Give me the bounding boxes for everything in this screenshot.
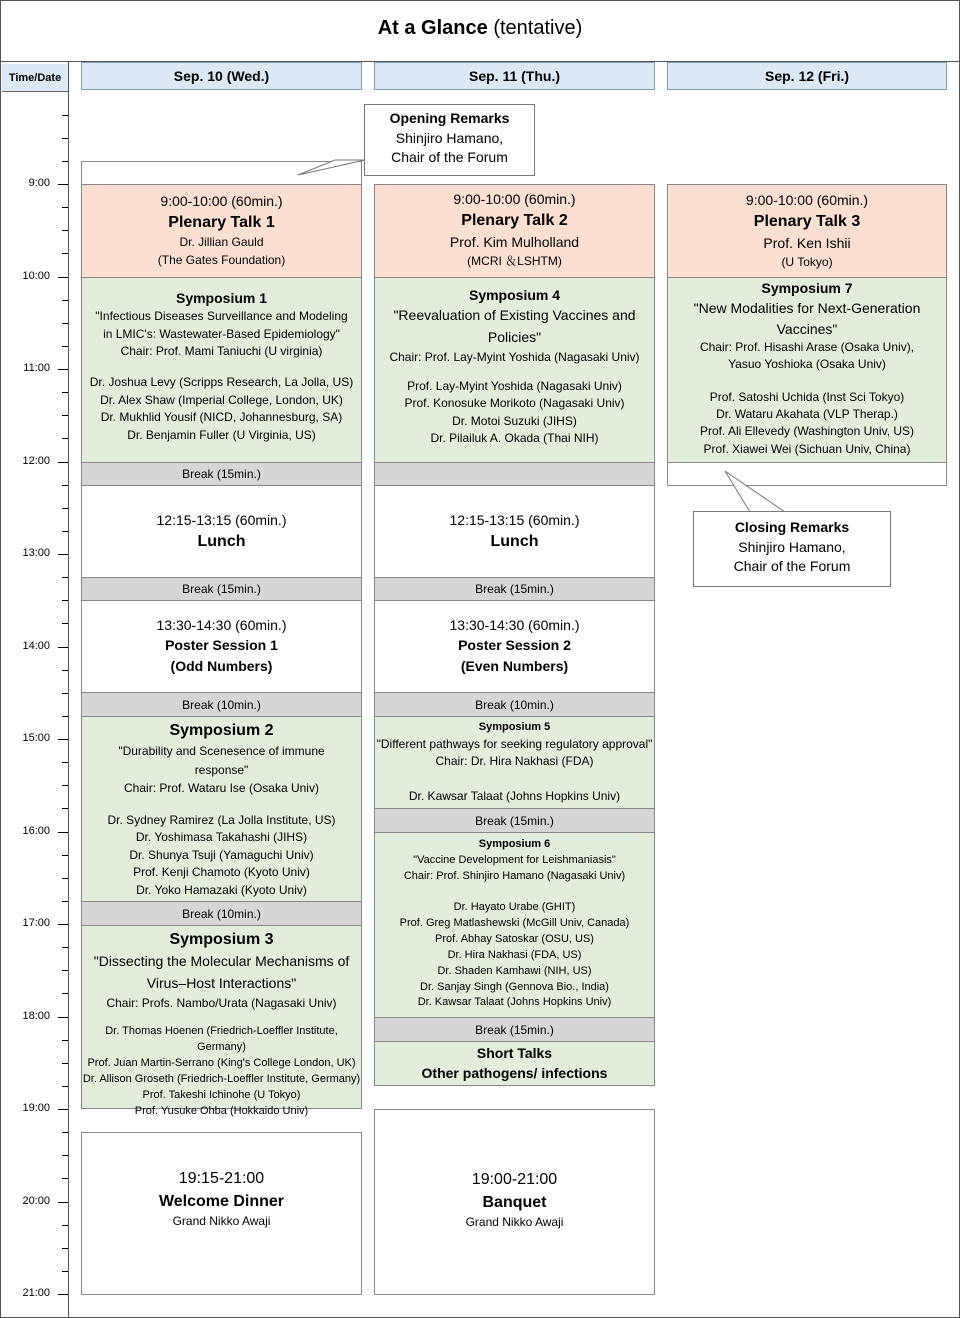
sym2-speaker: Dr. Yoshimasa Takahashi (JIHS) (135, 830, 308, 845)
break-d1-2: Break (15min.) (81, 577, 362, 601)
plenary2-time: 9:00-10:00 (60min.) (453, 191, 576, 207)
sym6-speaker: Dr. Shaden Kamhawi (NIH, US) (437, 964, 592, 977)
sym7-speaker: Prof. Satoshi Uchida (Inst Sci Tokyo) (709, 389, 905, 404)
plenary1-org: (The Gates Foundation) (157, 252, 286, 267)
sym4-speaker: Prof. Lay-Myint Yoshida (Nagasaki Univ) (407, 379, 622, 394)
sym3-speaker: Prof. Juan Martin-Serrano (King's College London, UK) (87, 1056, 356, 1069)
quarter-tick (62, 1248, 68, 1249)
sym6-speaker: Prof. Abhay Satoskar (OSU, US) (435, 932, 594, 945)
quarter-tick (62, 392, 68, 393)
break-d1-4: Break (10min.) (81, 901, 362, 926)
quarter-tick (62, 531, 68, 532)
sym5-title: Symposium 5 (478, 721, 551, 733)
hour-label: 18:00 (22, 1009, 50, 1022)
quarter-tick (62, 901, 68, 902)
closing-line2: Chair of the Forum (733, 558, 851, 575)
sym3-speaker: Dr. Thomas Hoenen (Friedrich-Loeffler Institute, Germany) (105, 1024, 338, 1053)
poster-session-1 (81, 600, 362, 693)
quarter-tick (62, 577, 68, 578)
banquet-place: Grand Nikko Awaji (465, 1215, 564, 1230)
sym4-chair: Chair: Prof. Lay-Myint Yoshida (Nagasaki Univ) (389, 349, 640, 364)
plenary-talk-1 (81, 184, 362, 278)
quarter-tick (62, 508, 68, 509)
lunch-d2-title: Lunch (490, 533, 539, 551)
poster2-title: Poster Session 2 (458, 637, 571, 654)
hour-tick (58, 554, 68, 555)
quarter-tick (62, 1271, 68, 1272)
quarter-tick (62, 300, 68, 301)
plenary2-title: Plenary Talk 2 (461, 212, 568, 230)
page-title: At a Glance (tentative) (377, 17, 583, 39)
quarter-tick (62, 600, 68, 601)
hour-tick (58, 277, 68, 278)
hour-tick (58, 462, 68, 463)
hour-tick (58, 647, 68, 648)
sym7-speaker: Dr. Wataru Akahata (VLP Therap.) (716, 407, 898, 422)
sym6-title: Symposium 6 (478, 838, 551, 850)
symposium-7 (667, 277, 947, 463)
poster1-time: 13:30-14:30 (60min.) (156, 617, 287, 633)
break-d1-1: Break (15min.) (81, 462, 362, 486)
sym6-speaker: Dr. Hira Nakhasi (FDA, US) (447, 948, 582, 961)
sym2-speaker: Dr. Yoko Hamazaki (Kyoto Univ) (136, 882, 307, 897)
hour-label: 15:00 (22, 732, 50, 744)
symposium-5 (374, 716, 655, 809)
break-d1-3: Break (10min.) (81, 692, 362, 717)
plenary3-title: Plenary Talk 3 (753, 213, 861, 231)
break-d2-1 (374, 462, 655, 486)
quarter-tick (62, 855, 68, 856)
banquet-title: Banquet (482, 1194, 547, 1212)
opening-line1: Shinjiro Hamano, (395, 129, 504, 146)
symposium-4 (374, 277, 655, 463)
quarter-tick (62, 1225, 68, 1226)
quarter-tick (62, 947, 68, 948)
lunch-d1-time: 12:15-13:15 (60min.) (156, 512, 287, 528)
closing-line1: Shinjiro Hamano, (738, 538, 846, 555)
hour-tick (58, 1294, 68, 1295)
sym1-topic: "Infectious Diseases Surveillance and Modeling (95, 309, 348, 324)
sym5-topic: "Different pathways for seeking regulatory approval" (376, 737, 653, 752)
sym6-speaker: Dr. Kawsar Talaat (Johns Hopkins Univ) (417, 996, 612, 1009)
hour-tick (58, 739, 68, 740)
sym3-speaker: Prof. Takeshi Ichinohe (U Tokyo) (142, 1088, 301, 1101)
hour-label: 9:00 (28, 177, 50, 189)
sym2-title: Symposium 2 (169, 722, 274, 739)
quarter-tick (62, 762, 68, 763)
plenary2-org: (MCRI ＆LSHTM) (467, 253, 562, 268)
hour-label: 11:00 (23, 362, 50, 374)
sym6-chair: Chair: Prof. Shinjiro Hamano (Nagasaki Univ) (403, 869, 626, 882)
break-d2-2: Break (15min.) (374, 577, 655, 601)
hour-label: 10:00 (22, 269, 50, 282)
sym3-topic: "Dissecting the Molecular Mechanisms of (93, 953, 350, 970)
sym4-speaker: Prof. Konosuke Morikoto (Nagasaki Univ) (404, 396, 625, 411)
time-column (1, 62, 69, 1317)
sym2-topic-cont: response" (194, 762, 249, 777)
quarter-tick (62, 138, 68, 139)
sym7-speaker: Prof. Xiawei Wei (Sichuan Univ, China) (703, 441, 911, 456)
break-d2-4: Break (15min.) (374, 808, 655, 833)
sym4-topic-cont: Policies" (487, 328, 542, 345)
welcome-dinner (81, 1132, 362, 1295)
hour-label: 12:00 (22, 454, 50, 467)
quarter-tick (62, 323, 68, 324)
sym2-chair: Chair: Prof. Wataru Ise (Osaka Univ) (124, 781, 319, 796)
opening-remarks-callout (364, 104, 535, 176)
sym5-speaker: Dr. Kawsar Talaat (Johns Hopkins Univ) (408, 788, 621, 803)
quarter-tick (62, 1040, 68, 1041)
quarter-tick (62, 670, 68, 671)
hour-tick (58, 924, 68, 925)
sym2-topic: "Durability and Scenesence of immune (118, 744, 325, 759)
sym2-speaker: Prof. Kenji Chamoto (Kyoto Univ) (133, 865, 310, 880)
plenary-talk-2 (374, 184, 655, 278)
sym5-chair: Chair: Dr. Hira Nakhasi (FDA) (435, 754, 594, 769)
sym4-speaker: Dr. Motoi Suzuki (JIHS) (452, 413, 577, 428)
sym3-chair: Chair: Profs. Nambo/Urata (Nagasaki Univ) (106, 995, 337, 1010)
lunch-d1-title: Lunch (197, 533, 246, 551)
plenary3-org: (U Tokyo) (781, 254, 833, 269)
dinner-title: Welcome Dinner (158, 1193, 285, 1211)
quarter-tick (62, 716, 68, 717)
sym2-speaker: Dr. Sydney Ramirez (La Jolla Institute, US) (107, 812, 336, 827)
quarter-tick (62, 1063, 68, 1064)
short-talks (374, 1041, 655, 1086)
quarter-tick (62, 415, 68, 416)
sym1-speaker: Dr. Mukhlid Yousif (NICD, Johannesburg, SA) (100, 410, 343, 425)
sym3-topic-cont: Virus–Host Interactions" (146, 974, 297, 991)
hour-label: 20:00 (22, 1194, 50, 1207)
quarter-tick (62, 1132, 68, 1133)
sym7-topic: "New Modalities for Next-Generation (693, 300, 921, 317)
sym7-title: Symposium 7 (761, 280, 853, 296)
hour-tick (58, 369, 68, 370)
hour-tick (58, 832, 68, 833)
sym7-chair-cont: Yasuo Yoshioka (Osaka Univ) (728, 357, 886, 372)
lunch-d1 (81, 485, 362, 578)
quarter-tick (62, 1086, 68, 1087)
short-talks-subtitle: Other pathogens/ infections (421, 1065, 608, 1082)
quarter-tick (62, 993, 68, 994)
hour-label: 17:00 (22, 917, 50, 929)
poster1-subtitle: (Odd Numbers) (170, 657, 273, 674)
quarter-tick (62, 161, 68, 162)
symposium-2 (81, 716, 362, 902)
sym2-speaker: Dr. Shunya Tsuji (Yamaguchi Univ) (129, 847, 314, 862)
quarter-tick (62, 438, 68, 439)
closing-slot (667, 462, 947, 486)
quarter-tick (62, 623, 68, 624)
closing-remarks-callout (693, 511, 891, 587)
hour-label: 14:00 (22, 639, 50, 652)
quarter-tick (62, 808, 68, 809)
opening-pointer (290, 160, 370, 176)
day-header-2: Sep. 11 (Thu.) (374, 62, 655, 90)
quarter-tick (62, 230, 68, 231)
day-header-1: Sep. 10 (Wed.) (81, 62, 362, 90)
sym3-speaker: Prof. Yusuke Ohba (Hokkaido Univ) (134, 1104, 309, 1117)
hour-tick (58, 1109, 68, 1110)
closing-pointer (720, 470, 800, 514)
lunch-d2 (374, 485, 655, 578)
sym7-chair: Chair: Prof. Hisashi Arase (Osaka Univ), (699, 339, 915, 354)
poster1-title: Poster Session 1 (165, 637, 278, 654)
sym1-title: Symposium 1 (175, 290, 268, 306)
quarter-tick (62, 878, 68, 879)
sym4-topic: "Reevaluation of Existing Vaccines and (393, 307, 636, 324)
hour-tick (58, 184, 68, 185)
sym4-title: Symposium 4 (468, 287, 561, 303)
quarter-tick (62, 346, 68, 347)
symposium-6 (374, 832, 655, 1018)
quarter-tick (62, 253, 68, 254)
sym3-title: Symposium 3 (169, 931, 274, 948)
opening-title: Opening Remarks (389, 110, 510, 126)
plenary1-speaker: Dr. Jillian Gauld (179, 235, 264, 250)
hour-tick (58, 1202, 68, 1203)
time-date-header: Time/Date (2, 64, 68, 92)
quarter-tick (62, 485, 68, 486)
poster2-subtitle: (Even Numbers) (460, 657, 569, 674)
quarter-tick (62, 1178, 68, 1179)
dinner-place: Grand Nikko Awaji (172, 1214, 271, 1229)
sym1-speaker: Dr. Benjamin Fuller (U Virginia, US) (127, 427, 316, 442)
banquet (374, 1109, 655, 1295)
sym1-speaker: Dr. Joshua Levy (Scripps Research, La Jolla, US) (89, 375, 354, 390)
quarter-tick (62, 693, 68, 694)
hour-tick (58, 1017, 68, 1018)
sym4-speaker: Dr. Pilailuk A. Okada (Thai NIH) (430, 431, 599, 446)
quarter-tick (62, 970, 68, 971)
sym6-speaker: Dr. Sanjay Singh (Gennova Bio., India) (420, 980, 609, 993)
sym3-speaker: Dr. Allison Groseth (Friedrich-Loeffler Institute, Germany) (82, 1072, 361, 1085)
hour-label: 13:00 (22, 547, 50, 559)
plenary1-title: Plenary Talk 1 (168, 214, 275, 232)
quarter-tick (62, 785, 68, 786)
break-d2-3: Break (10min.) (374, 692, 655, 717)
hour-label: 21:00 (22, 1287, 50, 1299)
hour-label: 19:00 (22, 1102, 50, 1114)
plenary3-speaker: Prof. Ken Ishii (763, 235, 851, 252)
plenary3-time: 9:00-10:00 (60min.) (745, 192, 869, 208)
sym7-topic-cont: Vaccines" (776, 320, 838, 337)
sym1-speaker: Dr. Alex Shaw (Imperial College, London, UK) (100, 392, 343, 407)
sym1-topic-cont: in LMIC's: Wastewater-Based Epidemiology" (103, 326, 340, 341)
dinner-time: 19:15-21:00 (178, 1170, 265, 1187)
short-talks-title: Short Talks (476, 1045, 553, 1061)
sym6-topic: "Vaccine Development for Leishmaniasis" (413, 853, 616, 866)
opening-line2: Chair of the Forum (391, 149, 508, 166)
break-d2-5: Break (15min.) (374, 1017, 655, 1042)
quarter-tick (62, 207, 68, 208)
quarter-tick (62, 1155, 68, 1156)
quarter-tick (62, 115, 68, 116)
sym6-speaker: Dr. Hayato Urabe (GHIT) (453, 900, 576, 913)
closing-title: Closing Remarks (734, 519, 850, 535)
plenary-talk-3 (667, 184, 947, 278)
banquet-time: 19:00-21:00 (471, 1171, 558, 1188)
symposium-1 (81, 277, 362, 463)
poster-session-2 (374, 600, 655, 693)
plenary1-time: 9:00-10:00 (60min.) (160, 193, 283, 209)
sym6-speaker: Prof. Greg Matlashewski (McGill Univ, Canada) (399, 916, 630, 929)
lunch-d2-time: 12:15-13:15 (60min.) (449, 512, 580, 528)
sym1-chair: Chair: Prof. Mami Taniuchi (U virginia) (120, 344, 323, 359)
day-header-3: Sep. 12 (Fri.) (667, 62, 947, 90)
poster2-time: 13:30-14:30 (60min.) (449, 617, 580, 633)
sym7-speaker: Prof. Ali Ellevedy (Washington Univ, US) (699, 424, 915, 439)
hour-label: 16:00 (22, 824, 50, 837)
symposium-3 (81, 925, 362, 1117)
plenary2-speaker: Prof. Kim Mulholland (449, 234, 580, 251)
